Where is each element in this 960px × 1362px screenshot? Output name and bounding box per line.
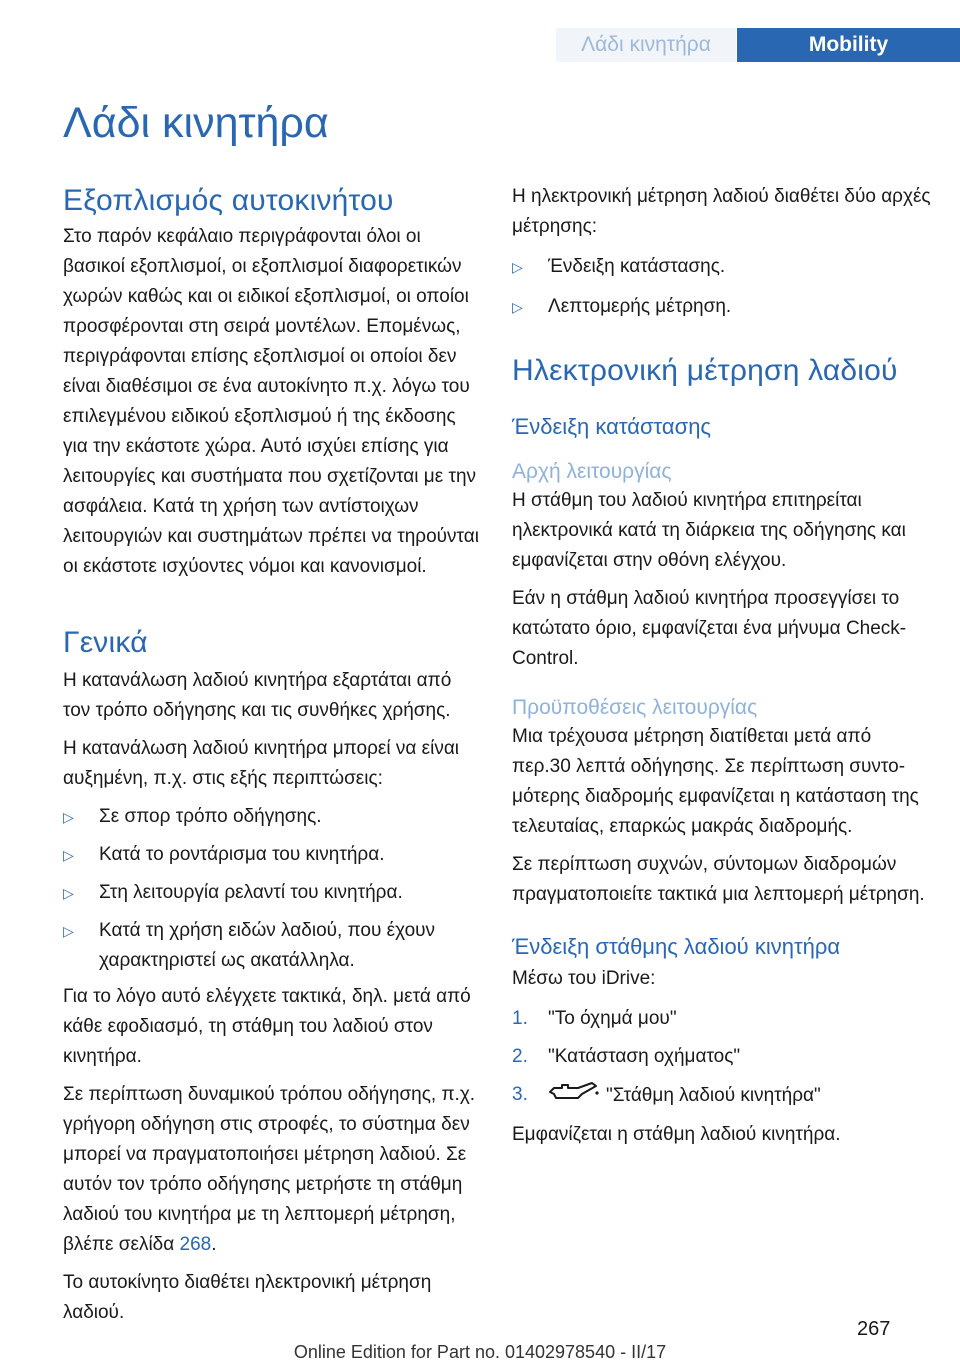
preconditions-paragraph-1: Μια τρέχουσα μέτρηση διατίθεται μετά από περ.30 λεπτά οδήγησης. Σε περίπτωση συντομότερης διαδρομής εμφανίζεται η κατάσταση της τελευταίας, επαρκώς μακράς διαδρομής. <box>512 726 919 837</box>
principle-paragraph-2: Εάν η στάθμη λαδιού κινητήρα προσεγγίσει το κατώτατο όριο, εμφανίζεται ένα μήνυμα Check-Control. <box>512 588 907 669</box>
equipment-text: Στο παρόν κεφάλαιο περιγράφονται όλοι οι βασικοί εξοπλισμοί, οι εξοπλισμοί διαφορετικών χωρών καθώς και οι ειδικοί εξοπλισμοί, οι οποίοι προσφέρονται στη σειρά μοντέλων. Επομένως, περιγράφονται επίσης εξοπλισμοί οι οποίοι δεν είναι διαθέσιμοι σε ένα αυτοκίνητο π.χ. λόγω του επιλεγμένου ειδικού εξοπλισμού ή της έκδοσης για την εκάστοτε χώρα. Αυτό ισχύει επίσης για λειτουργίες και συστήματα που σχετίζονται με την ασφάλεια. Κατά τη χρήση των αντίστοιχων λειτουργιών και συστημάτων πρέπει να τηρούνται οι εκάστοτε ισχύοντες νόμοι και κανονισμοί. <box>63 226 479 577</box>
header-chapter-tab: Mobility <box>737 28 960 62</box>
list-item: ▷ Λεπτομερής μέτρηση. <box>512 292 932 322</box>
principle-heading: Αρχή λειτουργίας <box>512 460 672 483</box>
measurement-principles-list <box>512 252 932 322</box>
general-paragraph-5: Το αυτοκίνητο διαθέτει ηλεκτρονική μέτρηση λαδιού. <box>63 1272 432 1323</box>
list-item: ▷ Ένδειξη κατάστασης. <box>512 252 932 282</box>
measurement-intro: Η ηλεκτρονική μέτρηση λαδιού διαθέτει δύο αρχές μέτρησης: <box>512 186 931 237</box>
general-paragraph-4: Σε περίπτωση δυναμικού τρόπου οδήγησης, π.χ. γρήγορη οδήγηση στις στροφές, το σύστημα δεν μπορεί να πραγματοποιήσει μέτρηση λαδιού. Σε αυτόν τον τρόπο οδήγησης μετρήστε τη στάθμη λαδιού του κινητήρα με τη λεπτομερή μέτρηση, βλέπε σελίδα 268. <box>63 1084 476 1255</box>
general-paragraph-3: Για το λόγο αυτό ελέγχετε τακτικά, δηλ. μετά από κάθε εφοδιασμό, τη στάθμη του λαδιού στον κινητήρα. <box>63 986 471 1067</box>
page-reference-link[interactable]: 268 <box>179 1234 212 1255</box>
triangle-bullet-icon: ▷ <box>63 809 74 825</box>
page-title: Λάδι κινητήρα <box>63 99 329 147</box>
equipment-heading: Εξοπλισμός αυτοκινήτου <box>63 184 394 217</box>
triangle-bullet-icon: ▷ <box>512 259 523 275</box>
general-paragraph-1: Η κατανάλωση λαδιού κινητήρα εξαρτάται από τον τρόπο οδήγησης και τις συνθήκες χρήσης. <box>63 670 452 721</box>
preconditions-heading: Προϋποθέσεις λειτουργίας <box>512 696 758 719</box>
preconditions-paragraph-2: Σε περίπτωση συχνών, σύντομων διαδρομών πραγματοποιείτε τακτικά μια λεπτομερή μέτρηση. <box>512 854 925 905</box>
electronic-measurement-heading: Ηλεκτρονική μέτρηση λαδιού <box>512 354 898 387</box>
list-item: ▷ Κατά το ροντάρισμα του κινητήρα. <box>63 840 483 870</box>
triangle-bullet-icon: ▷ <box>63 923 74 939</box>
triangle-bullet-icon: ▷ <box>512 299 523 315</box>
list-item: 1. "Το όχημά μου" <box>512 1008 677 1029</box>
left-column <box>63 182 483 1328</box>
page-number: 267 <box>857 1318 891 1340</box>
page-header <box>0 0 960 62</box>
consumption-cases-list <box>63 802 483 976</box>
list-item: 2. "Κατάσταση οχήματος" <box>512 1046 741 1067</box>
display-result-text: Εμφανίζεται η στάθμη λαδιού κινητήρα. <box>512 1124 841 1145</box>
list-item: ▷ Σε σπορ τρόπο οδήγησης. <box>63 802 483 832</box>
right-column <box>512 182 932 1150</box>
list-item: ▷ Κατά τη χρήση ειδών λαδιού, που έχουν χαρακτηριστεί ως ακατάλληλα. <box>63 916 483 976</box>
header-section-title: Λάδι κινητήρα <box>556 28 736 62</box>
oil-can-icon <box>548 1080 600 1112</box>
triangle-bullet-icon: ▷ <box>63 847 74 863</box>
triangle-bullet-icon: ▷ <box>63 885 74 901</box>
list-item: 3. "Στάθμη λαδιού κινητήρα" <box>512 1080 932 1112</box>
idrive-steps-list <box>512 1004 932 1112</box>
general-paragraph-2: Η κατανάλωση λαδιού κινητήρα μπορεί να είναι αυξημένη, π.χ. στις εξής περιπτώσεις: <box>63 738 460 789</box>
principle-paragraph-1: Η στάθμη του λαδιού κινητήρα επιτηρείται ηλεκτρονικά κατά τη διάρκεια της οδήγησης και εμφανίζεται στην οθόνη ελέγχου. <box>512 490 906 571</box>
list-item: ▷ Στη λειτουργία ρελαντί του κινητήρα. <box>63 878 483 908</box>
via-idrive-text: Μέσω του iDrive: <box>512 968 656 989</box>
general-heading: Γενικά <box>63 626 148 659</box>
oil-level-display-heading: Ένδειξη στάθμης λαδιού κινητήρα <box>512 934 841 959</box>
edition-footer: Online Edition for Part no. 01402978540 - II/17 <box>293 1342 667 1362</box>
status-display-heading: Ένδειξη κατάστασης <box>512 414 712 439</box>
